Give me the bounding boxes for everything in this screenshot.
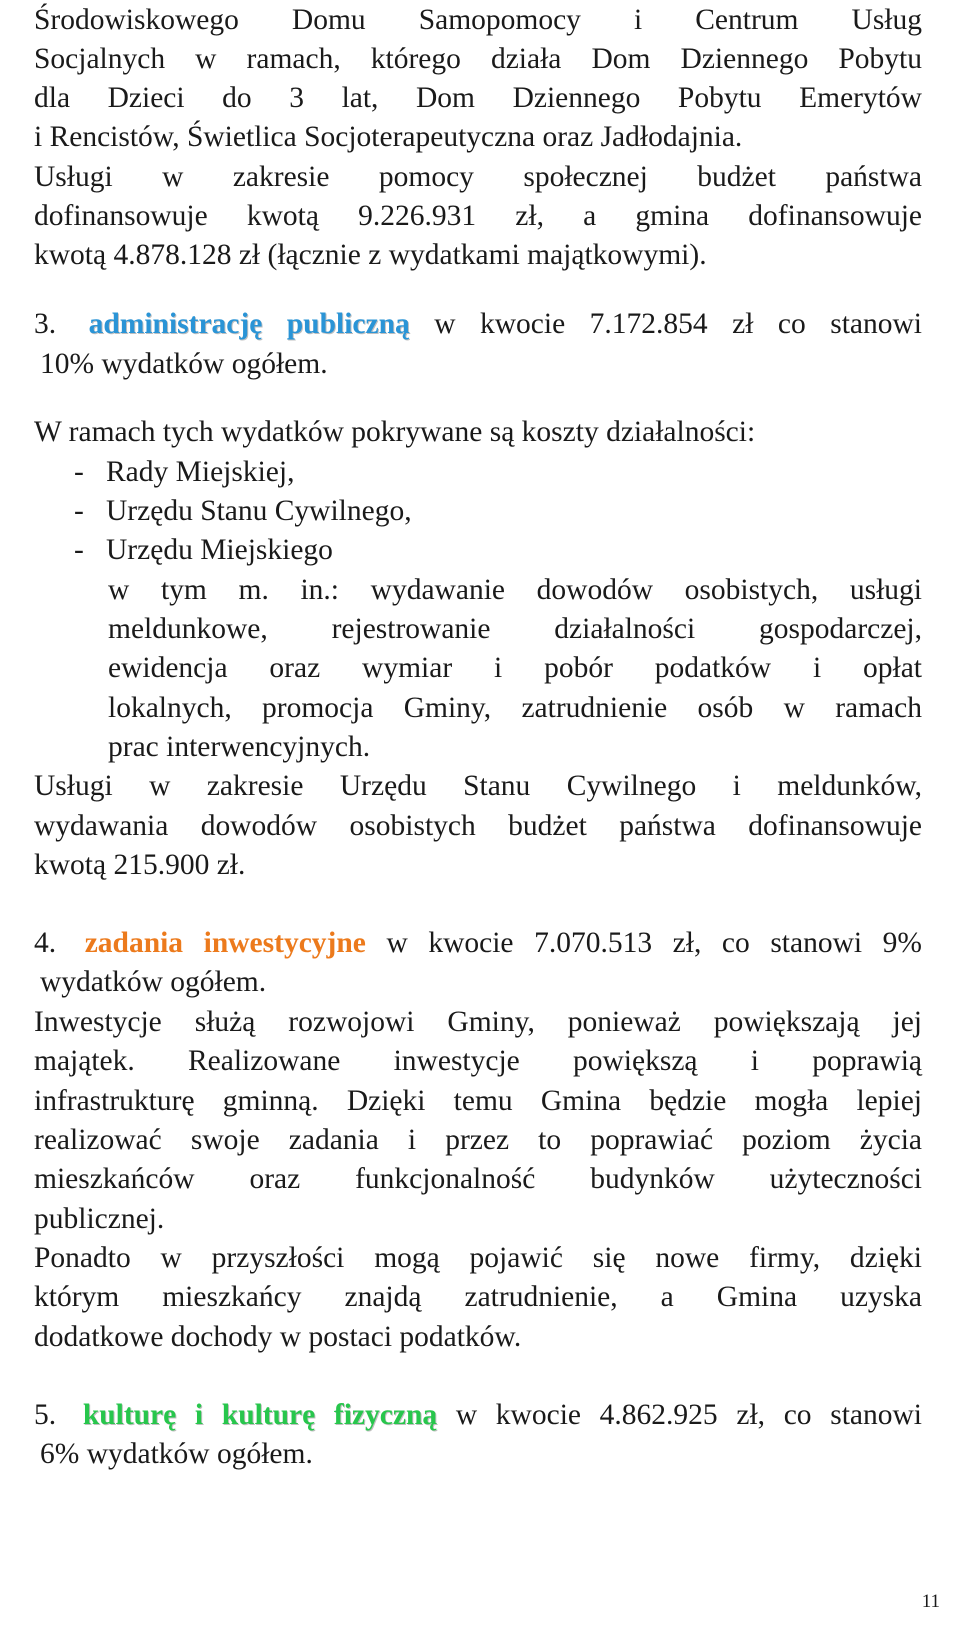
- section-highlight-culture: kulturę i kulturę fizyczną: [82, 1399, 438, 1431]
- paragraph-line: Usługi w zakresie Urzędu Stanu Cywilnego i meldunków,: [34, 770, 922, 802]
- paragraph-line: Inwestycje służą rozwojowi Gminy, ponieważ powiększają jej: [34, 1006, 922, 1038]
- paragraph-line: Środowiskowego Domu Samopomocy i Centrum Usług: [34, 4, 922, 36]
- list-number: 3.: [34, 308, 57, 340]
- list-item-3: [34, 306, 922, 346]
- bullet-item: [74, 532, 960, 572]
- indented-line: w tym m. in.: wydawanie dowodów osobistych, usługi: [108, 574, 922, 606]
- section-highlight-investments: zadania inwestycyjne: [84, 927, 366, 959]
- paragraph-line: kwotą 215.900 zł.: [34, 849, 246, 881]
- list-item-text: w kwocie 7.172.854 zł co stanowi: [434, 308, 922, 340]
- paragraph-line: kwotą 4.878.128 zł (łącznie z wydatkami majątkowymi).: [34, 239, 707, 271]
- indented-line: lokalnych, promocja Gminy, zatrudnienie osób w ramach: [108, 692, 922, 724]
- list-item-4: [34, 925, 922, 965]
- paragraph-line: dla Dzieci do 3 lat, Dom Dziennego Pobytu Emerytów: [34, 82, 922, 114]
- dash-icon: -: [74, 495, 84, 527]
- list-item-text: w kwocie 4.862.925 zł, co stanowi: [455, 1399, 922, 1431]
- paragraph-line: mieszkańców oraz funkcjonalność budynków użyteczności: [34, 1163, 922, 1195]
- paragraph-line: Ponadto w przyszłości mogą pojawić się nowe firmy, dzięki: [34, 1242, 922, 1274]
- indented-line: prac interwencyjnych.: [108, 731, 371, 763]
- bullet-item: [74, 493, 960, 533]
- paragraph-line: infrastrukturę gminną. Dzięki temu Gmina będzie mogła lepiej: [34, 1085, 922, 1117]
- bullet-text: Urzędu Miejskiego: [106, 534, 333, 566]
- dash-icon: -: [74, 534, 84, 566]
- list-number: 4.: [34, 927, 57, 959]
- paragraph-line: dodatkowe dochody w postaci podatków.: [34, 1321, 522, 1353]
- bullet-item: [74, 454, 960, 494]
- paragraph-line: majątek. Realizowane inwestycje powiększą i poprawią: [34, 1045, 922, 1077]
- indented-line: ewidencja oraz wymiar i pobór podatków i opłat: [108, 652, 922, 684]
- paragraph-line: Usługi w zakresie pomocy społecznej budżet państwa: [34, 161, 922, 193]
- list-item-5: [34, 1397, 922, 1437]
- paragraph-line: i Rencistów, Świetlica Socjoterapeutyczna oraz Jadłodajnia.: [34, 121, 743, 153]
- list-item-continuation: 6% wydatków ogółem.: [40, 1438, 313, 1470]
- bullet-text: Urzędu Stanu Cywilnego,: [106, 495, 412, 527]
- indented-line: meldunkowe, rejestrowanie działalności gospodarczej,: [108, 613, 922, 645]
- paragraph-line: Socjalnych w ramach, którego działa Dom Dziennego Pobytu: [34, 43, 922, 75]
- section-highlight-administration: administrację publiczną: [88, 308, 410, 340]
- paragraph-line: wydawania dowodów osobistych budżet państwa dofinansowuje: [34, 810, 922, 842]
- list-item-continuation: wydatków ogółem.: [40, 966, 267, 998]
- bullet-text: Rady Miejskiej,: [106, 456, 295, 488]
- paragraph-line: dofinansowuje kwotą 9.226.931 zł, a gmina dofinansowuje: [34, 200, 922, 232]
- paragraph-line: W ramach tych wydatków pokrywane są koszty działalności:: [34, 416, 756, 448]
- paragraph-line: publicznej.: [34, 1203, 165, 1235]
- page-number: 11: [921, 1591, 940, 1612]
- list-item-continuation: 10% wydatków ogółem.: [40, 348, 328, 380]
- list-number: 5.: [34, 1399, 57, 1431]
- paragraph-line: realizować swoje zadania i przez to poprawiać poziom życia: [34, 1124, 922, 1156]
- list-item-text: w kwocie 7.070.513 zł, co stanowi 9%: [386, 927, 922, 959]
- paragraph-line: którym mieszkańcy znajdą zatrudnienie, a Gmina uzyska: [34, 1281, 922, 1313]
- dash-icon: -: [74, 456, 84, 488]
